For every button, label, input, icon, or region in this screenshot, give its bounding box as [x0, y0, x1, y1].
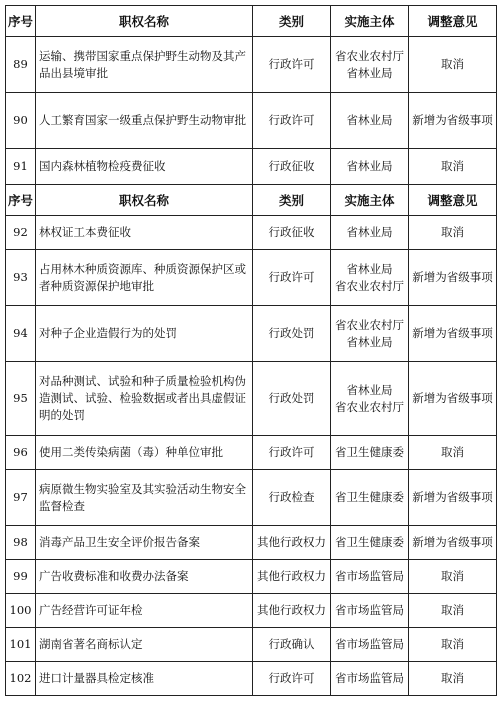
- implementing-body-line: 省市场监管局: [335, 569, 404, 583]
- table-row: [6, 470, 497, 526]
- row-number: 93: [6, 250, 36, 306]
- implementing-body: [331, 37, 409, 93]
- category: 其他行政权力: [253, 594, 331, 628]
- implementing-body: [331, 436, 409, 470]
- implementing-body: [331, 526, 409, 560]
- implementing-body: [331, 470, 409, 526]
- power-name: 占用林木种质资源库、种质资源保护区或者种质资源保护地审批: [36, 250, 253, 306]
- implementing-body-line: 省农业农村厅: [335, 48, 404, 63]
- adjustment-opinion: 新增为省级事项: [409, 526, 497, 560]
- power-name: 运输、携带国家重点保护野生动物及其产品出县境审批: [36, 37, 253, 93]
- implementing-body-line: 省农业农村厅: [335, 317, 404, 332]
- implementing-body: [331, 306, 409, 362]
- row-number: 98: [6, 526, 36, 560]
- implementing-body-line: 省林业局: [346, 113, 393, 127]
- implementing-body-line: 省林业局: [346, 65, 393, 80]
- implementing-body-line: 省市场监管局: [335, 671, 404, 685]
- power-name: 消毒产品卫生安全评价报告备案: [36, 526, 253, 560]
- implementing-body-line: 省林业局: [346, 382, 393, 397]
- power-name: 对种子企业造假行为的处罚: [36, 306, 253, 362]
- power-name: 林权证工本费征收: [36, 216, 253, 250]
- row-number: 101: [6, 628, 36, 662]
- table-row: [6, 362, 497, 436]
- row-number: 100: [6, 594, 36, 628]
- implementing-body-line: 省林业局: [346, 159, 393, 173]
- adjustment-opinion: 取消: [409, 594, 497, 628]
- table-row: [6, 93, 497, 149]
- table-row: [6, 560, 497, 594]
- power-name: 广告收费标准和收费办法备案: [36, 560, 253, 594]
- adjustment-opinion: 取消: [409, 662, 497, 696]
- implementing-body: [331, 149, 409, 185]
- table-row: [6, 216, 497, 250]
- category: 行政许可: [253, 436, 331, 470]
- table-header-row: [6, 6, 497, 37]
- header-col-name: 职权名称: [36, 185, 253, 216]
- category: 其他行政权力: [253, 560, 331, 594]
- adjustment-opinion: 新增为省级事项: [409, 93, 497, 149]
- header-col-opinion: 调整意见: [409, 6, 497, 37]
- adjustment-opinion: 新增为省级事项: [409, 250, 497, 306]
- row-number: 91: [6, 149, 36, 185]
- header-col-name: 职权名称: [36, 6, 253, 37]
- category: 行政征收: [253, 149, 331, 185]
- adjustment-opinion: 新增为省级事项: [409, 470, 497, 526]
- power-name: 人工繁育国家一级重点保护野生动物审批: [36, 93, 253, 149]
- adjustment-opinion: 新增为省级事项: [409, 362, 497, 436]
- row-number: 97: [6, 470, 36, 526]
- document-page: [5, 5, 496, 696]
- implementing-body: [331, 560, 409, 594]
- table-row: [6, 628, 497, 662]
- row-number: 89: [6, 37, 36, 93]
- implementing-body: [331, 362, 409, 436]
- header-col-no: 序号: [6, 185, 36, 216]
- power-name: 病原微生物实验室及其实验活动生物安全监督检查: [36, 470, 253, 526]
- header-col-no: 序号: [6, 6, 36, 37]
- row-number: 96: [6, 436, 36, 470]
- implementing-body: [331, 594, 409, 628]
- power-name: 进口计量器具检定核准: [36, 662, 253, 696]
- header-col-opinion: 调整意见: [409, 185, 497, 216]
- power-name: 对品种测试、试验和种子质量检验机构伪造测试、试验、检验数据或者出具虚假证明的处罚: [36, 362, 253, 436]
- table-row: [6, 149, 497, 185]
- table-header-row: [6, 185, 497, 216]
- adjustment-opinion: 取消: [409, 560, 497, 594]
- row-number: 95: [6, 362, 36, 436]
- category: 行政处罚: [253, 362, 331, 436]
- category: 行政征收: [253, 216, 331, 250]
- table-row: [6, 250, 497, 306]
- header-col-category: 类别: [253, 185, 331, 216]
- implementing-body-line: 省卫生健康委: [335, 490, 404, 504]
- table-row: [6, 37, 497, 93]
- row-number: 90: [6, 93, 36, 149]
- implementing-body-line: 省市场监管局: [335, 603, 404, 617]
- adjustment-opinion: 取消: [409, 149, 497, 185]
- category: 行政许可: [253, 662, 331, 696]
- power-name: 使用二类传染病菌（毒）种单位审批: [36, 436, 253, 470]
- implementing-body-line: 省市场监管局: [335, 637, 404, 651]
- implementing-body-line: 省林业局: [346, 261, 393, 276]
- adjustment-opinion: 取消: [409, 216, 497, 250]
- category: 行政许可: [253, 93, 331, 149]
- implementing-body: [331, 93, 409, 149]
- power-name: 国内森林植物检疫费征收: [36, 149, 253, 185]
- row-number: 102: [6, 662, 36, 696]
- category: 行政处罚: [253, 306, 331, 362]
- implementing-body: [331, 662, 409, 696]
- implementing-body-line: 省卫生健康委: [335, 535, 404, 549]
- power-adjustment-table: [5, 5, 497, 696]
- category: 行政确认: [253, 628, 331, 662]
- category: 行政许可: [253, 37, 331, 93]
- implementing-body-line: 省农业农村厅: [335, 399, 404, 414]
- header-col-body: 实施主体: [331, 6, 409, 37]
- row-number: 99: [6, 560, 36, 594]
- implementing-body-line: 省卫生健康委: [335, 445, 404, 459]
- table-row: [6, 526, 497, 560]
- adjustment-opinion: 新增为省级事项: [409, 306, 497, 362]
- adjustment-opinion: 取消: [409, 628, 497, 662]
- table-row: [6, 436, 497, 470]
- adjustment-opinion: 取消: [409, 436, 497, 470]
- implementing-body: [331, 628, 409, 662]
- category: 行政检查: [253, 470, 331, 526]
- table-row: [6, 306, 497, 362]
- power-name: 广告经营许可证年检: [36, 594, 253, 628]
- row-number: 92: [6, 216, 36, 250]
- implementing-body-line: 省林业局: [346, 225, 393, 239]
- implementing-body-line: 省林业局: [346, 334, 393, 349]
- adjustment-opinion: 取消: [409, 37, 497, 93]
- power-name: 湖南省著名商标认定: [36, 628, 253, 662]
- row-number: 94: [6, 306, 36, 362]
- header-col-category: 类别: [253, 6, 331, 37]
- table-row: [6, 594, 497, 628]
- implementing-body-line: 省农业农村厅: [335, 278, 404, 293]
- header-col-body: 实施主体: [331, 185, 409, 216]
- table-row: [6, 662, 497, 696]
- implementing-body: [331, 250, 409, 306]
- implementing-body: [331, 216, 409, 250]
- category: 其他行政权力: [253, 526, 331, 560]
- category: 行政许可: [253, 250, 331, 306]
- table-body: [6, 6, 497, 696]
